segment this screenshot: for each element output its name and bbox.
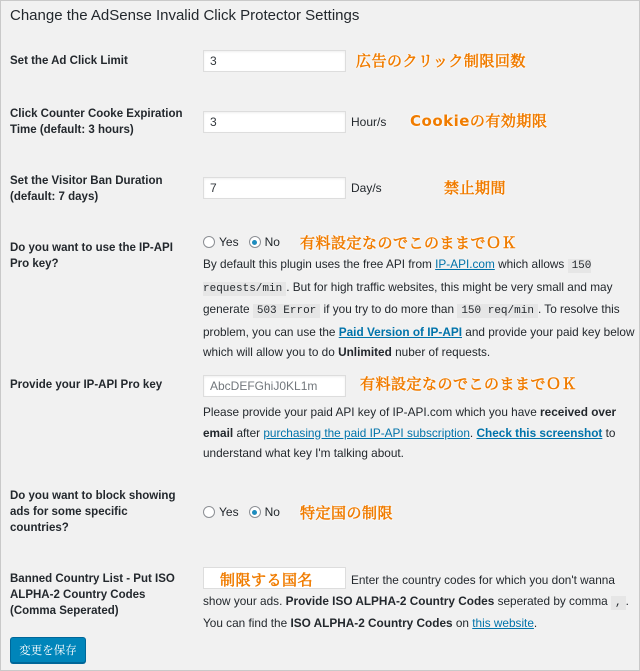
block-countries-annotation: 特定国の制限	[300, 504, 394, 522]
ip-api-pro-label: Do you want to use the IP-API Pro key?	[10, 242, 173, 270]
ip-api-key-label: Provide your IP-API Pro key	[10, 379, 163, 391]
block-countries-no-label[interactable]: No	[264, 505, 280, 519]
ban-duration-label: Set the Visitor Ban Duration (default: 7 days)	[10, 175, 163, 203]
ip-api-key-annotation: 有料設定なのでこのままでＯＫ	[360, 375, 578, 393]
code-503-error: 503 Error	[253, 304, 320, 318]
cookie-expiration-label: Click Counter Cooke Expiration Time (default: 3 hours)	[10, 108, 183, 136]
click-limit-input[interactable]: 3	[203, 50, 346, 72]
ip-api-pro-yes-label[interactable]: Yes	[219, 235, 239, 249]
this-website-link[interactable]: this website	[472, 616, 534, 630]
ban-duration-unit: Day/s	[351, 181, 382, 195]
code-requests-min: 150 requests/min	[203, 260, 592, 295]
ip-api-pro-description: By default this plugin uses the free API from IP-API.com which allows 150 requests/min . But for high traffic websites, this might be very small and may generate 503 Error if you try to do more than 150 req/min . To resolve this problem, you can use the Paid Version of IP-API and provide your paid key below which will allow you to do Unlimited nuber of requests.	[203, 257, 635, 359]
block-countries-radio-group	[203, 505, 290, 519]
banned-countries-label: Banned Country List - Put ISO ALPHA-2 Country Codes (Comma Seperated)	[10, 573, 175, 617]
paid-version-link[interactable]: Paid Version of IP-API	[338, 324, 462, 339]
click-limit-label: Set the Ad Click Limit	[10, 55, 128, 67]
block-countries-yes-label[interactable]: Yes	[219, 505, 239, 519]
purchase-subscription-link[interactable]: purchasing the paid IP-API subscription	[263, 425, 470, 440]
ip-api-pro-annotation: 有料設定なのでこのままでＯＫ	[300, 234, 518, 252]
ip-api-key-description: Please provide your paid API key of IP-API.com which you have received over email after purchasing the paid IP-API subscription. Check this screenshot to understand what key I'm talking about.	[203, 405, 617, 460]
ip-api-link[interactable]: IP-API.com	[435, 257, 495, 271]
ban-duration-input[interactable]: 7	[203, 177, 346, 199]
ip-api-pro-yes-radio[interactable]	[203, 236, 215, 248]
cookie-expiration-annotation: Cookieの有効期限	[410, 112, 548, 130]
code-comma: ,	[611, 596, 626, 610]
code-req-min: 150 req/min	[457, 304, 538, 318]
cookie-expiration-input[interactable]: 3	[203, 111, 346, 133]
banned-countries-annotation: 制限する国名	[220, 571, 314, 589]
block-countries-yes-radio[interactable]	[203, 506, 215, 518]
ip-api-pro-no-radio[interactable]	[249, 236, 261, 248]
page-title: Change the AdSense Invalid Click Protector Settings	[10, 7, 360, 24]
ip-api-pro-radio-group	[203, 235, 290, 249]
block-countries-label: Do you want to block showing ads for some specific countries?	[10, 490, 176, 534]
cookie-expiration-unit: Hour/s	[351, 115, 387, 129]
ip-api-key-input[interactable]: AbcDEFGhiJ0KL1m	[203, 375, 346, 397]
block-countries-no-radio[interactable]	[249, 506, 261, 518]
save-changes-button[interactable]: 変更を保存	[10, 637, 86, 663]
banned-countries-description: Enter the country codes for which you don't wanna show your ads. Provide ISO ALPHA-2 Country Codes seperated by comma , . You can find the ISO ALPHA-2 Country Codes on this website.	[203, 573, 629, 630]
check-screenshot-link[interactable]: Check this screenshot	[476, 425, 603, 440]
ip-api-pro-no-label[interactable]: No	[264, 235, 280, 249]
ban-duration-annotation: 禁止期間	[444, 179, 507, 197]
click-limit-annotation: 広告のクリック制限回数	[356, 52, 526, 70]
